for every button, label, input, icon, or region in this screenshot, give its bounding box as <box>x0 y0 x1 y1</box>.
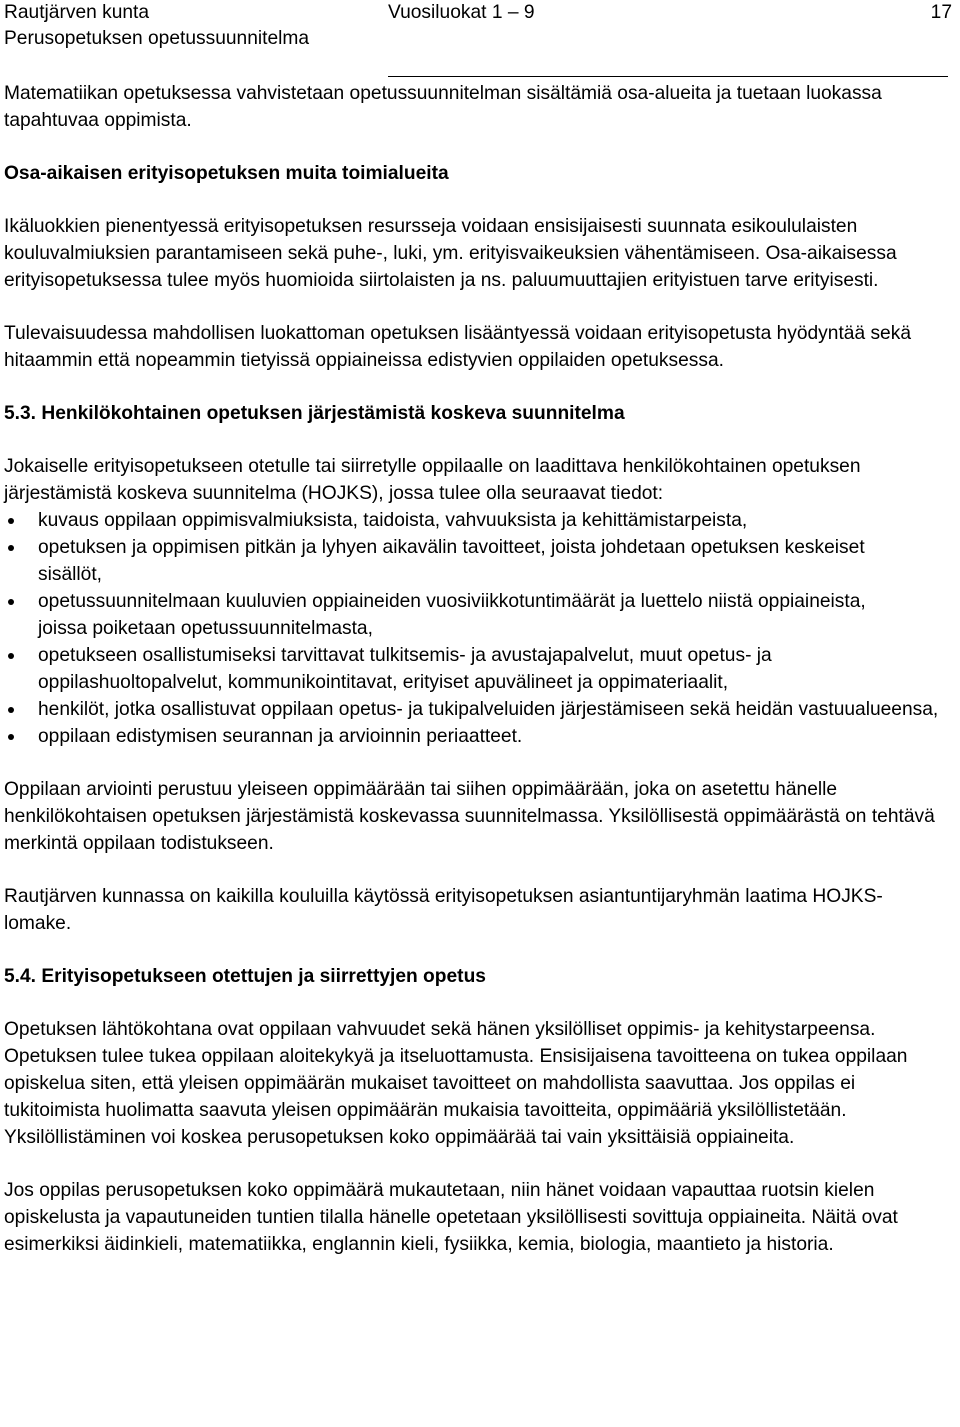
future-paragraph: Tulevaisuudessa mahdollisen luokattoman opetuksen lisääntyessä voidaan erityisopetusta hyödyntää sekä hitaammin että nopeammin tietyissä oppiaineissa edistyvien oppilaiden opetuksessa. <box>4 323 911 371</box>
bullet-icon <box>8 707 14 713</box>
section-heading-5-3: 5.3. Henkilökohtainen opetuksen järjestämistä koskeva suunnitelma <box>4 403 625 424</box>
list-item-text: opetukseen osallistumiseksi tarvittavat tulkitsemis- ja avustajapalvelut, muut opetus- ja oppilashuoltopalvelut, kommunikointitavat, erityiset apuvälineet ja oppimateriaalit, <box>38 645 772 693</box>
bullet-icon <box>8 653 14 659</box>
header-page-number: 17 <box>930 2 952 23</box>
starting-point-paragraph: Opetuksen lähtökohtana ovat oppilaan vahvuudet sekä hänen yksilölliset oppimis- ja kehitystarpeensa. Opetuksen tulee tukea oppilaan aloitekykyä ja itseluottamusta. Ensisijaisena tavoitteena on tukea oppilaan opiskelua siten, että yleisen oppimäärän mukaiset tavoitteet on mahdollista saavuttaa. Jos oppilas ei tukitoimista huolimatta saavuta yleisen oppimäärän mukaisia tavoitteita, oppimääriä yksilöllistetään. Yksilöllistäminen voi koskea perusopetuksen koko oppimäärää tai vain yksittäisiä oppiaineita. <box>4 1019 908 1148</box>
assessment-paragraph: Oppilaan arviointi perustuu yleiseen oppimäärään tai siihen oppimäärään, joka on asetettu hänelle henkilökohtaisen opetuksen järjestämistä koskevassa suunnitelmassa. Yksilöllisestä oppimäärästä on tehtävä merkintä oppilaan todistukseen. <box>4 779 935 854</box>
list-item-text: opetuksen ja oppimisen pitkän ja lyhyen aikavälin tavoitteet, joista johdetaan opetuksen keskeiset sisällöt, <box>38 537 865 585</box>
expert-group-paragraph: Rautjärven kunnassa on kaikilla kouluilla käytössä erityisopetuksen asiantuntijaryhmän laatima HOJKS-lomake. <box>4 886 883 934</box>
list-item <box>4 507 908 534</box>
list-item-text: oppilaan edistymisen seurannan ja arvioinnin periaatteet. <box>38 726 523 747</box>
list-item <box>4 642 933 696</box>
page-header <box>4 0 956 56</box>
list-item <box>4 534 908 588</box>
header-document-title: Perusopetuksen opetussuunnitelma <box>4 28 310 49</box>
hojks-intro-paragraph: Jokaiselle erityisopetukseen otetulle tai siirretylle oppilaalle on laadittava henkilökohtainen opetuksen järjestämistä koskeva suunnitelma (HOJKS), jossa tulee olla seuraavat tiedot: <box>4 456 861 504</box>
adapted-syllabus-paragraph: Jos oppilas perusopetuksen koko oppimäärä mukautetaan, niin hänet voidaan vapauttaa ruotsin kielen opiskelusta ja vapautuneiden tuntien tilalla hänelle opetetaan yksilöllisesti sovittuja oppiaineita. Näitä ovat esimerkiksi äidinkieli, matematiikka, englannin kieli, fysiikka, kemia, biologia, maantieto ja historia. <box>4 1180 898 1255</box>
hojks-requirements-list <box>4 507 956 750</box>
list-item-text: opetussuunnitelmaan kuuluvien oppiaineiden vuosiviikkotuntimäärät ja luettelo niistä oppiaineista, joissa poiketaan opetussuunnitelmasta, <box>38 591 866 639</box>
list-item <box>4 588 908 642</box>
bullet-icon <box>8 545 14 551</box>
header-grades: Vuosiluokat 1 – 9 <box>388 2 535 23</box>
document-page <box>4 0 956 1255</box>
header-rule <box>388 76 948 77</box>
bullet-icon <box>8 518 14 524</box>
bullet-icon <box>8 599 14 605</box>
bullet-icon <box>8 734 14 740</box>
part-time-paragraph: Ikäluokkien pienentyessä erityisopetuksen resursseja voidaan ensisijaisesti suunnata esikoululaisten kouluvalmiuksien parantamiseen sekä puhe-, luki, ym. erityisvaikeuksien vähentämiseen. Osa-aikaisessa erityisopetuksessa tulee myös huomioida siirtolaisten ja ns. paluumuuttajien erityistuen tarve erityisesti. <box>4 216 897 291</box>
list-item <box>4 696 953 723</box>
intro-paragraph: Matematiikan opetuksessa vahvistetaan opetussuunnitelman sisältämiä osa-alueita ja tuetaan luokassa tapahtuvaa oppimista. <box>4 83 882 131</box>
list-item-text: kuvaus oppilaan oppimisvalmiuksista, taidoista, vahvuuksista ja kehittämistarpeista, <box>38 510 748 531</box>
list-item <box>4 723 908 750</box>
header-organization: Rautjärven kunta <box>4 2 150 23</box>
heading-part-time-special-education: Osa-aikaisen erityisopetuksen muita toimialueita <box>4 163 449 184</box>
document-body <box>4 80 956 1258</box>
list-item-text: henkilöt, jotka osallistuvat oppilaan opetus- ja tukipalveluiden järjestämiseen sekä heidän vastuualueensa, <box>38 699 939 720</box>
section-heading-5-4: 5.4. Erityisopetukseen otettujen ja siirrettyjen opetus <box>4 966 486 987</box>
